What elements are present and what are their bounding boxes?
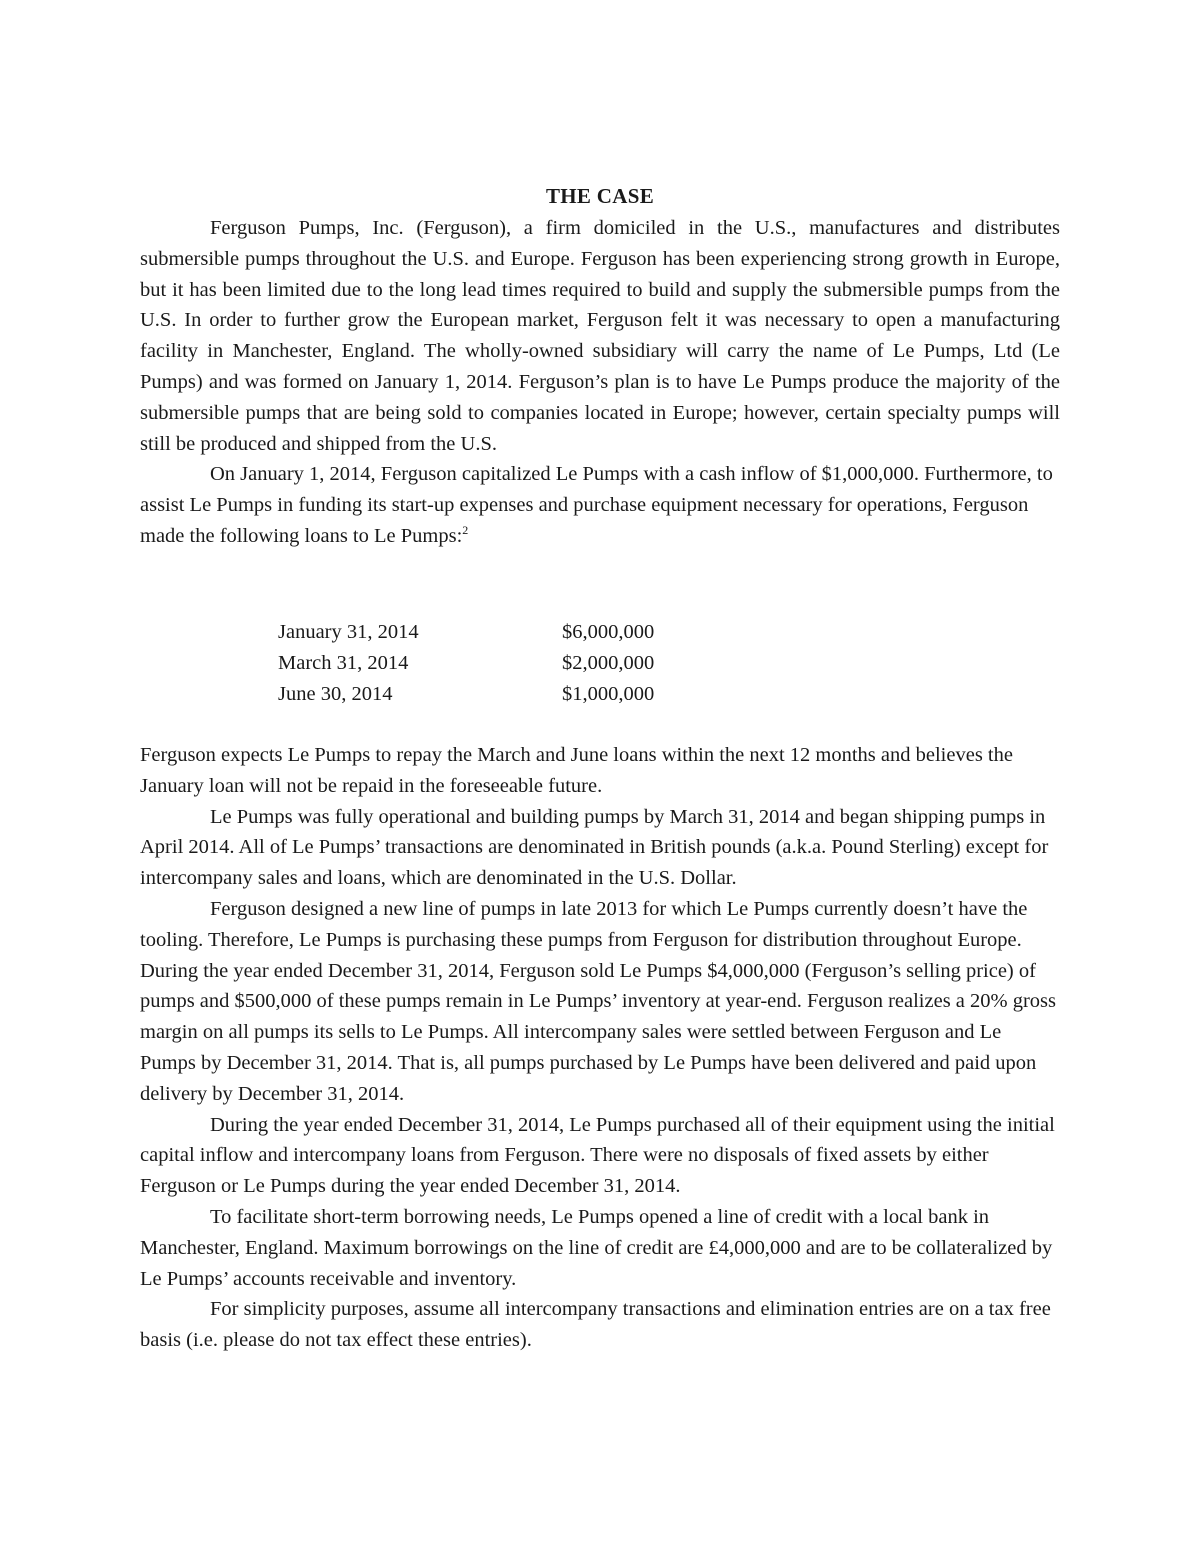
loan-amount: $2,000,000 bbox=[562, 652, 655, 674]
paragraph-repayment: Ferguson expects Le Pumps to repay the March and June loans within the next 12 months and believes the January loan will not be repaid in the foreseeable future. bbox=[140, 744, 1013, 797]
footnote-mark: 2 bbox=[462, 523, 469, 538]
paragraph-intercompany-sales: Ferguson designed a new line of pumps in late 2013 for which Le Pumps currently doesn’t have the tooling. Therefore, Le Pumps is purchasing these pumps from Ferguson for distribution throughout Europe. During the year ended December 31, 2014, Ferguson sold Le Pumps $4,000,000 (Ferguson’s selling price) of pumps and $500,000 of these pumps remain in Le Pumps’ inventory at year-end. Ferguson realizes a 20% gross margin on all pumps its sells to Le Pumps. All intercompany sales were settled between Ferguson and Le Pumps by December 31, 2014. That is, all pumps purchased by Le Pumps have been delivered and paid upon delivery by December 31, 2014. bbox=[140, 897, 1057, 1105]
paragraph-equipment: During the year ended December 31, 2014, Le Pumps purchased all of their equipment using the initial capital inflow and intercompany loans from Ferguson. There were no disposals of fixed assets by either Ferguson or Le Pumps during the year ended December 31, 2014. bbox=[140, 1113, 1055, 1198]
loan-amount: $1,000,000 bbox=[562, 683, 655, 705]
loan-row bbox=[278, 617, 702, 648]
paragraph-line-of-credit: To facilitate short-term borrowing needs, Le Pumps opened a line of credit with a local bank in Manchester, England. Maximum borrowings on the line of credit are £4,000,000 and are to be collateralized by Le Pumps’ accounts receivable and inventory. bbox=[140, 1205, 1053, 1290]
loan-date: January 31, 2014 bbox=[278, 621, 419, 643]
loan-date: March 31, 2014 bbox=[278, 652, 409, 674]
case-details-block bbox=[140, 740, 1060, 1356]
loan-row bbox=[278, 679, 702, 710]
loan-row bbox=[278, 648, 702, 679]
paragraph-capitalization-text: On January 1, 2014, Ferguson capitalized Le Pumps with a cash inflow of $1,000,000. Furthermore, to assist Le Pumps in funding its start-up expenses and purchase equipment necessary for operations, Ferguson made the following loans to Le Pumps: bbox=[140, 463, 1053, 547]
page-title: THE CASE bbox=[545, 184, 654, 208]
paragraph-company-overview: Ferguson Pumps, Inc. (Ferguson), a firm domiciled in the U.S., manufactures and distributes submersible pumps throughout the U.S. and Europe. Ferguson has been experiencing strong growth in Europe, but it has been limited due to the long lead times required to build and supply the submersible pumps from the U.S. In order to further grow the European market, Ferguson felt it was necessary to open a manufacturing facility in Manchester, England. The wholly-owned subsidiary will carry the name of Le Pumps, Ltd (Le Pumps) and was formed on January 1, 2014. Ferguson’s plan is to have Le Pumps produce the majority of the submersible pumps that are being sold to companies located in Europe; however, certain specialty pumps will still be produced and shipped from the U.S. bbox=[140, 217, 1060, 455]
paragraph-capitalization bbox=[140, 459, 1060, 551]
loan-date: June 30, 2014 bbox=[278, 683, 393, 705]
paragraph-operations: Le Pumps was fully operational and building pumps by March 31, 2014 and began shipping pumps in April 2014. All of Le Pumps’ transactions are denominated in British pounds (a.k.a. Pound Sterling) except for intercompany sales and loans, which are denominated in the U.S. Dollar. bbox=[140, 805, 1049, 890]
loan-amount: $6,000,000 bbox=[562, 621, 655, 643]
loan-schedule bbox=[278, 617, 702, 710]
case-intro-block bbox=[140, 213, 1060, 552]
paragraph-tax-basis: For simplicity purposes, assume all intercompany transactions and elimination entries are on a tax free basis (i.e. please do not tax effect these entries). bbox=[140, 1298, 1051, 1352]
